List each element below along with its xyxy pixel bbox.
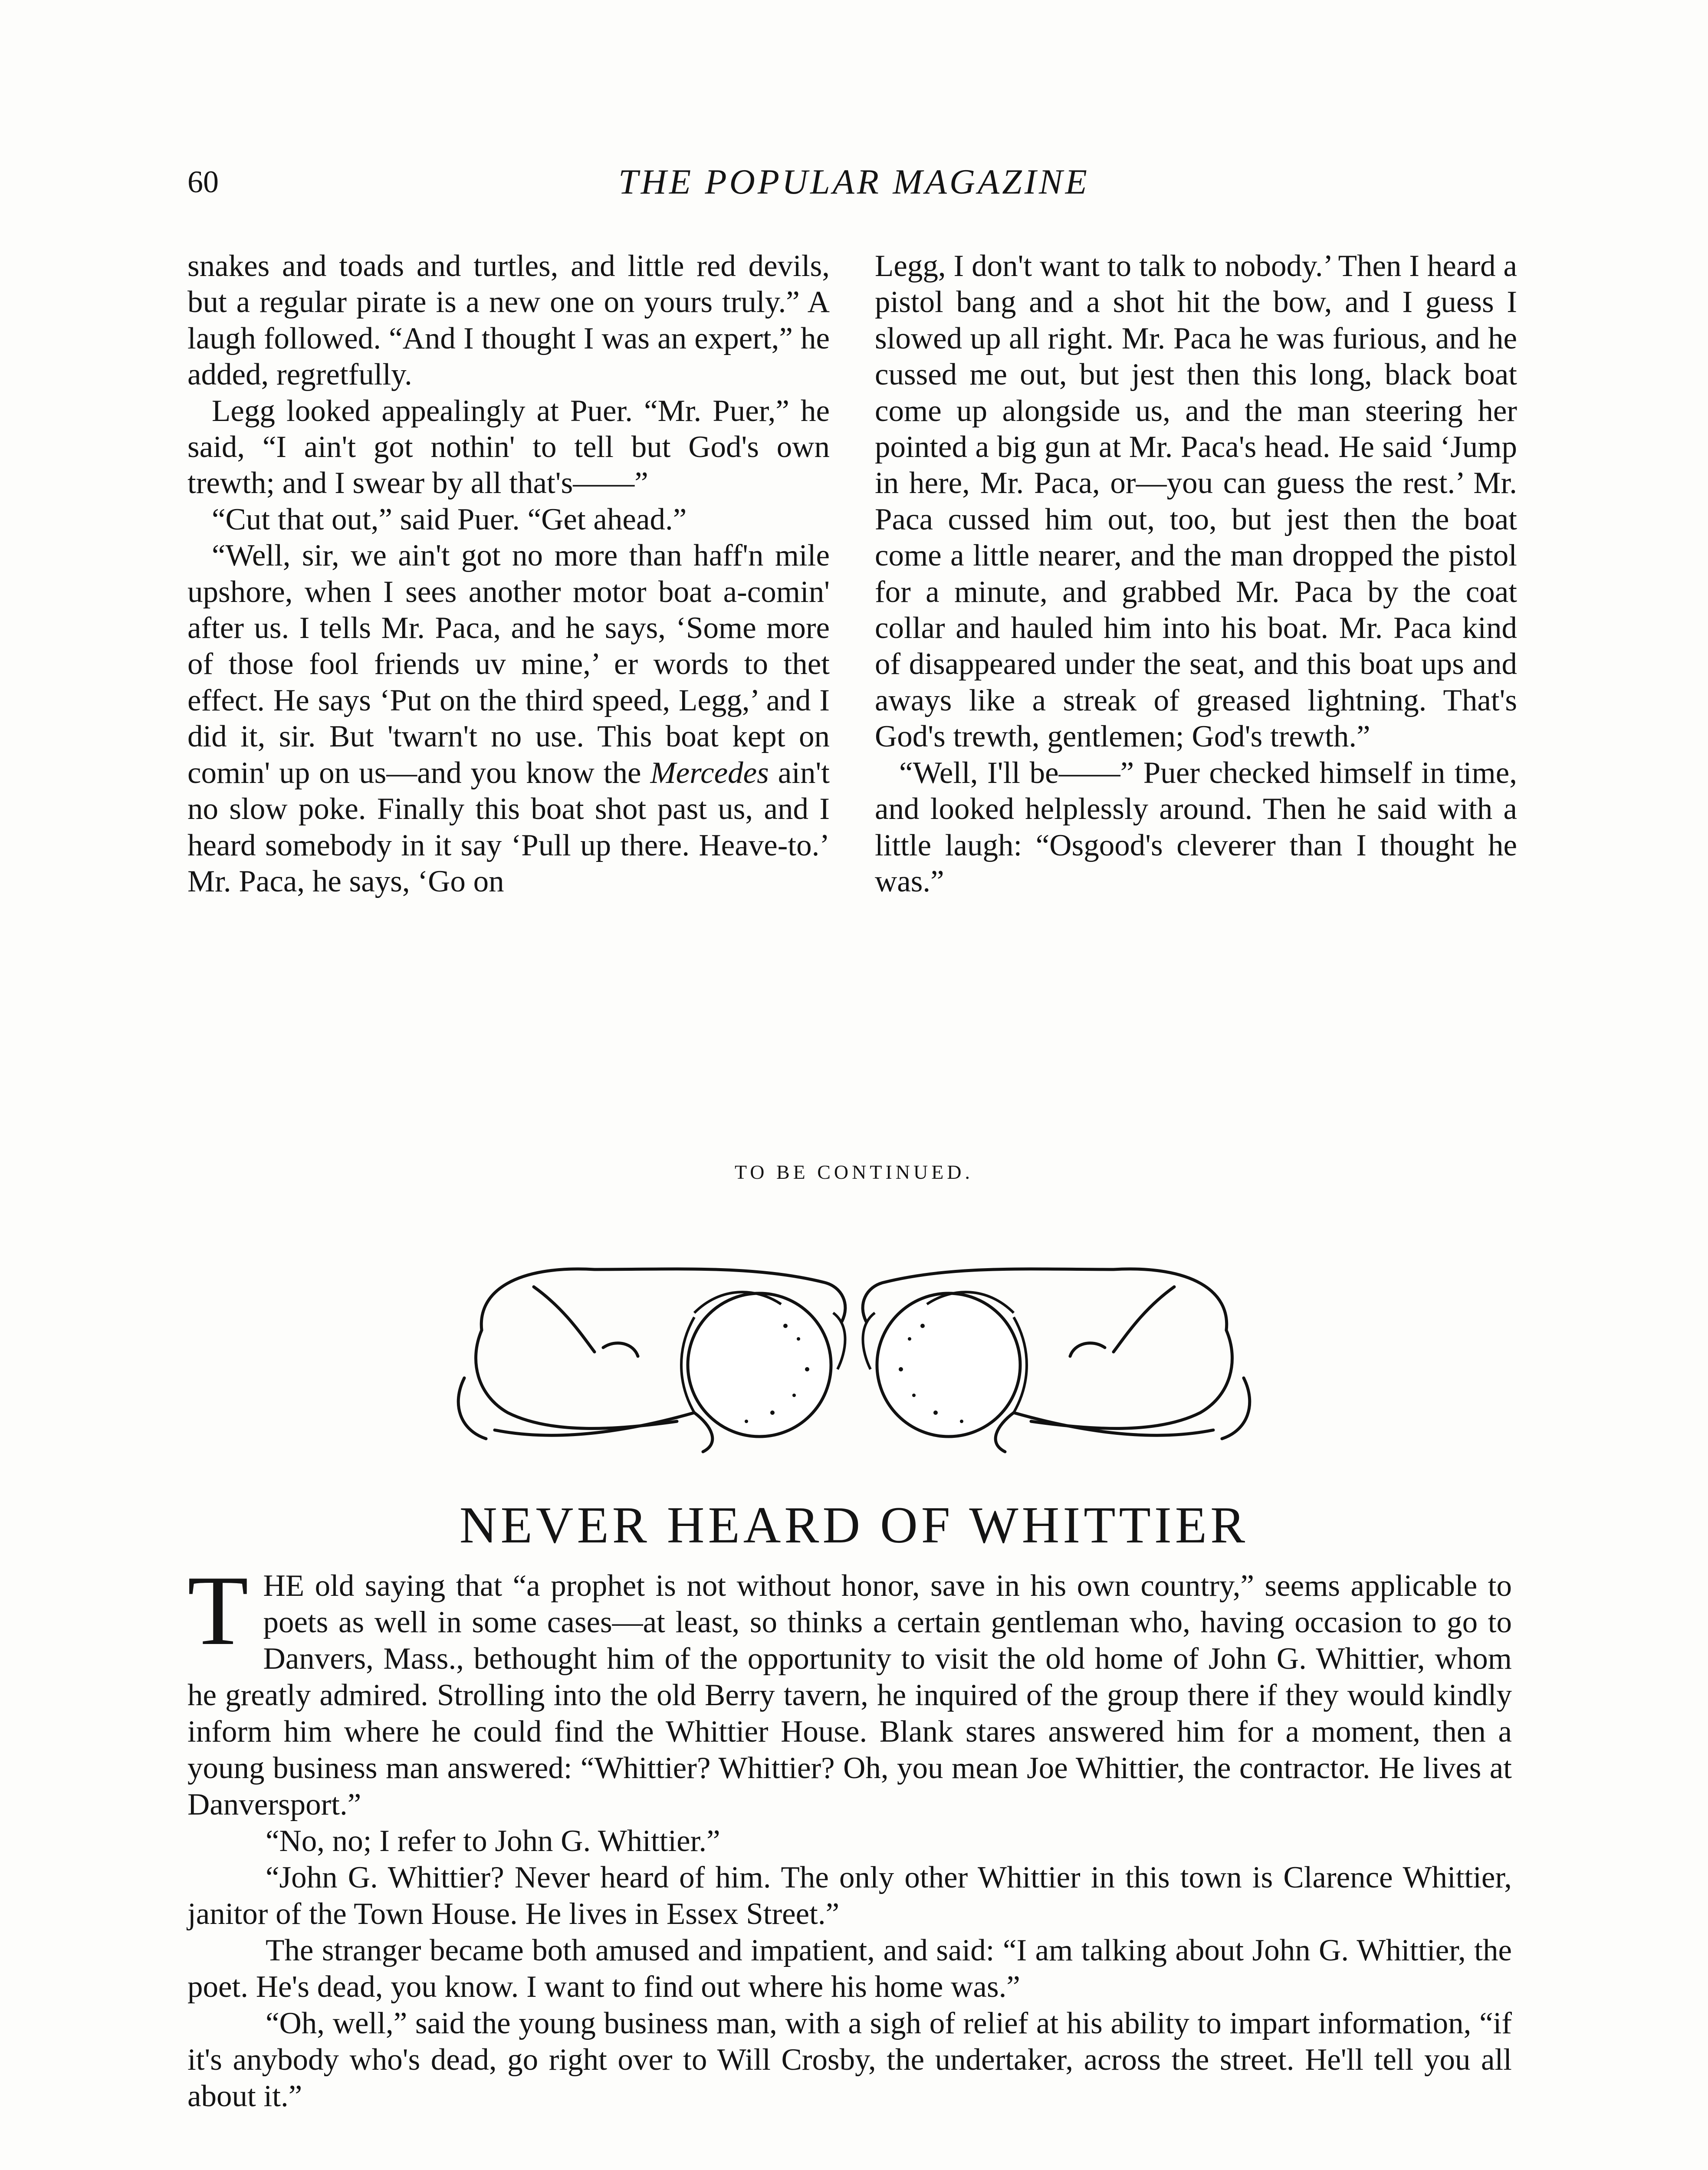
paragraph: snakes and toads and turtles, and little red devils, but a regular pirate is a new one on yours truly.” A laugh followed. “And I thought I was an expert,” he added, regretfully. bbox=[187, 249, 830, 392]
paragraph: “Oh, well,” said the young business man, with a sigh of relief at his ability to impart information, “if it's anybody who's dead, go right over to Will Crosby, the undertaker, across the street. He'll tell you all about it.” bbox=[187, 2006, 1512, 2113]
art-nouveau-ornament-icon bbox=[451, 1239, 1257, 1456]
drop-cap: T bbox=[187, 1555, 249, 1666]
boat-name: Mercedes bbox=[650, 756, 769, 790]
left-column bbox=[187, 248, 830, 900]
paragraph bbox=[187, 538, 830, 900]
page-number: 60 bbox=[187, 164, 219, 199]
text-run: ain't no slow poke. Finally this boat shot past us, and I heard somebody in it say ‘Pull up there. Heave-to.’ Mr. Paca, he says, ‘Go on bbox=[187, 756, 830, 898]
paragraph: “Cut that out,” said Puer. “Get ahead.” bbox=[212, 502, 687, 536]
running-head: THE POPULAR MAGAZINE bbox=[618, 162, 1090, 201]
paragraph: HE old saying that “a prophet is not without honor, save in his own country,” seems applicable to poets as well in some cases—at least, so thinks a certain gentleman who, having occasion to go to Danvers, Mass., bethought him of the opportunity to visit the old home of John G. Whittier, whom he greatly admired. Strolling into the old Berry tavern, he inquired of the group there if they would kindly inform him where he could find the Whittier House. Blank stares answered him for a moment, then a young business man answered: “Whittier? Whittier? Oh, you mean Joe Whittier, the contractor. He lives at Danversport.” bbox=[187, 1569, 1512, 1821]
paragraph: “John G. Whittier? Never heard of him. The only other Whittier in this town is Clarence Whittier, janitor of the Town House. He lives in Essex Street.” bbox=[187, 1861, 1512, 1931]
text-run: “Well, sir, we ain't got no more than haff'n mile upshore, when I sees another motor boat a-comin' after us. I tells Mr. Paca, and he says, ‘Some more of those fool friends uv mine,’ er words to thet effect. He says ‘Put on the third speed, Legg,’ and I did it, sir. But 'twarn't no use. This boat kept on comin' up on us—and you know the bbox=[187, 539, 830, 790]
right-column bbox=[875, 248, 1517, 900]
paragraph: “Well, I'll be——” Puer checked himself in time, and looked helplessly around. Then he said with a little laugh: “Osgood's cleverer than I thought he was.” bbox=[875, 756, 1517, 898]
to-be-continued: TO BE CONTINUED. bbox=[734, 1161, 974, 1183]
paragraph: Legg looked appealingly at Puer. “Mr. Puer,” he said, “I ain't got nothin' to tell but God's own trewth; and I swear by all that's——” bbox=[187, 394, 830, 500]
story-body bbox=[187, 1555, 1512, 2114]
paragraph: The stranger became both amused and impatient, and said: “I am talking about John G. Whittier, the poet. He's dead, you know. I want to find out where his home was.” bbox=[187, 1933, 1512, 2004]
story-title: NEVER HEARD OF WHITTIER bbox=[459, 1496, 1249, 1554]
paragraph: “No, no; I refer to John G. Whittier.” bbox=[266, 1824, 720, 1858]
paragraph: Legg, I don't want to talk to nobody.’ Then I heard a pistol bang and a shot hit the bow, and I guess I slowed up all right. Mr. Paca he was furious, and he cussed me out, but jest then this long, black boat come up alongside us, and the man steering her pointed a big gun at Mr. Paca's head. He said ‘Jump in here, Mr. Paca, or—you can guess the rest.’ Mr. Paca cussed him out, too, but jest then the boat come a little nearer, and the man dropped the pistol for a minute, and grabbed Mr. Paca by the coat collar and hauled him into his boat. Mr. Paca kind of disappeared under the seat, and this boat ups and aways like a streak of greased lightning. That's God's trewth, gentlemen; God's trewth.” bbox=[875, 249, 1517, 754]
